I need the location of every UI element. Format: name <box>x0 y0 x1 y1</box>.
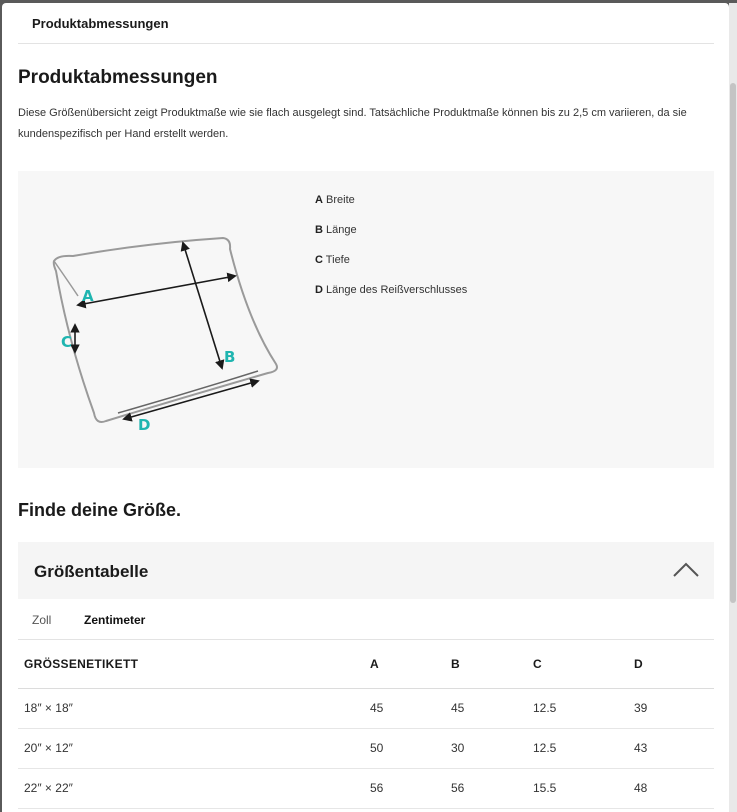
scrollbar-thumb[interactable] <box>730 83 736 603</box>
arrow-a <box>78 276 235 305</box>
find-size-title: Finde deine Größe. <box>18 500 182 520</box>
col-header-c: C <box>533 641 634 688</box>
cell-a: 56 <box>370 768 451 808</box>
cell-b: 45 <box>451 688 533 728</box>
pillow-illustration <box>18 171 308 468</box>
cell-size-label: 22″ × 22″ <box>18 768 370 808</box>
cell-b: 56 <box>451 768 533 808</box>
chevron-up-icon <box>672 560 700 578</box>
label-d: D <box>138 416 151 434</box>
dimensions-diagram <box>18 171 714 468</box>
label-c: C <box>61 333 73 351</box>
pillow-outline <box>54 238 277 422</box>
arrow-b <box>183 243 222 368</box>
top-tab-bar <box>18 3 714 44</box>
table-header-row <box>18 641 714 688</box>
legend-item-b: B Länge <box>315 224 357 236</box>
size-chart-accordion-toggle[interactable] <box>18 542 714 599</box>
cell-c: 15.5 <box>533 768 634 808</box>
dimension-legend <box>315 191 467 311</box>
col-header-d: D <box>634 641 714 688</box>
section-description: Diese Größenübersicht zeigt Produktmaße wie sie flach ausgelegt sind. Tatsächliche Produktmaße können bis zu 2,5 cm variieren, da sie kundenspezifisch per Hand erstellt werden. <box>18 107 687 140</box>
cell-d: 43 <box>634 728 714 768</box>
size-table <box>18 641 714 809</box>
col-header-a: A <box>370 641 451 688</box>
cell-size-label: 18″ × 18″ <box>18 688 370 728</box>
table-row <box>18 688 714 728</box>
section-title: Produktabmessungen <box>18 67 218 88</box>
legend-item-d: D Länge des Reißverschlusses <box>315 284 468 296</box>
size-guide-modal <box>2 3 729 812</box>
pillow-zipper-line <box>118 371 258 413</box>
cell-b: 30 <box>451 728 533 768</box>
cell-d: 48 <box>634 768 714 808</box>
cell-size-label: 20″ × 12″ <box>18 728 370 768</box>
legend-item-a: A Breite <box>315 194 355 206</box>
table-row <box>18 728 714 768</box>
arrow-d <box>124 381 258 419</box>
size-chart-title: Größentabelle <box>34 562 149 581</box>
col-header-size-label: GRÖSSENETIKETT <box>18 641 370 688</box>
cell-d: 39 <box>634 688 714 728</box>
unit-tabs <box>18 599 714 640</box>
tab-produktabmessungen[interactable]: Produktabmessungen <box>32 16 169 31</box>
cell-c: 12.5 <box>533 728 634 768</box>
cell-a: 45 <box>370 688 451 728</box>
scrollbar[interactable] <box>729 3 737 812</box>
cell-a: 50 <box>370 728 451 768</box>
label-a: A <box>82 287 94 305</box>
table-row <box>18 768 714 808</box>
cell-c: 12.5 <box>533 688 634 728</box>
col-header-b: B <box>451 641 533 688</box>
tab-zoll[interactable]: Zoll <box>32 613 52 627</box>
legend-item-c: C Tiefe <box>315 254 350 266</box>
tab-zentimeter[interactable]: Zentimeter <box>84 613 146 627</box>
label-b: B <box>224 348 236 366</box>
